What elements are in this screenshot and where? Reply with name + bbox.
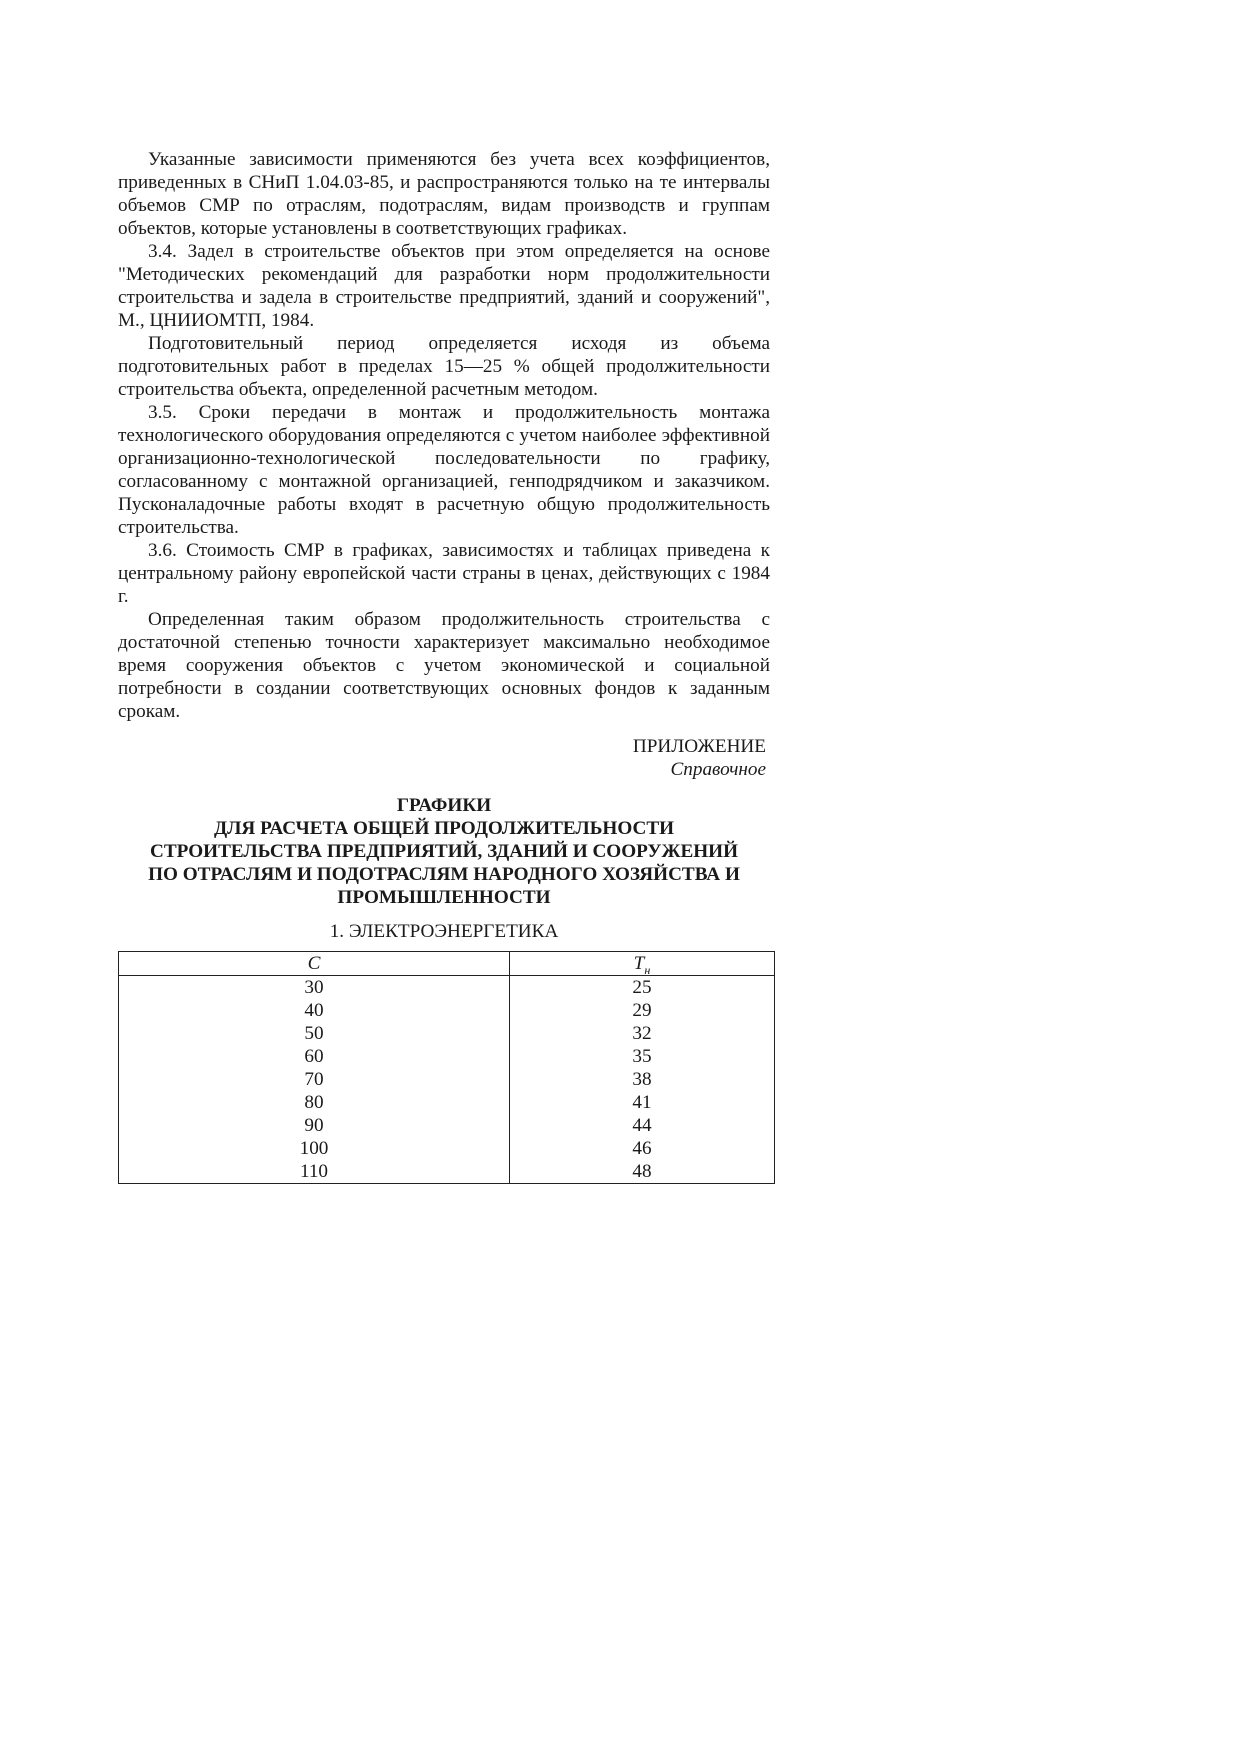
- title-line: ПО ОТРАСЛЯМ И ПОДОТРАСЛЯМ НАРОДНОГО ХОЗЯЙСТВА И: [148, 864, 740, 885]
- title-line: ПРОМЫШЛЕННОСТИ: [337, 887, 551, 908]
- column-header-tn-sub: н: [644, 962, 651, 977]
- table-row: [119, 976, 775, 1000]
- cell-c: 100: [119, 1137, 510, 1160]
- paragraph: 3.4. Задел в строительстве объектов при этом определяется на основе "Методических рекомендаций для разработки норм продолжительности строительства и задела в строительстве предприятий, зданий и сооружений", М., ЦНИИОМТП, 1984.: [118, 241, 770, 331]
- table-row: [119, 1160, 775, 1184]
- column-header-tn-main: Т: [633, 953, 645, 974]
- cell-tn: 35: [509, 1045, 774, 1068]
- appendix-label: ПРИЛОЖЕНИЕ: [632, 736, 766, 757]
- cell-tn: 29: [509, 999, 774, 1022]
- section-title: 1. ЭЛЕКТРОЭНЕРГЕТИКА: [329, 921, 559, 942]
- cell-tn: 46: [509, 1137, 774, 1160]
- cell-c: 80: [119, 1091, 510, 1114]
- table-row: [119, 1114, 775, 1137]
- paragraph: Определенная таким образом продолжительность строительства с достаточной степенью точности характеризует максимально необходимое время сооружения объектов с учетом экономической и социальной потребности в создании соответствующих основных фондов к заданным срокам.: [118, 609, 770, 722]
- cell-tn: 32: [509, 1022, 774, 1045]
- table-row: [119, 1137, 775, 1160]
- cell-c: 110: [119, 1160, 510, 1184]
- document-page: [118, 148, 770, 1184]
- title-line: СТРОИТЕЛЬСТВА ПРЕДПРИЯТИЙ, ЗДАНИЙ И СООРУЖЕНИЙ: [149, 841, 739, 862]
- paragraph: Подготовительный период определяется исходя из объема подготовительных работ в пределах 15—25 % общей продолжительности строительства объекта, определенной расчетным методом.: [118, 333, 770, 400]
- document-title: [118, 794, 770, 909]
- column-header-c: С: [119, 952, 510, 976]
- cell-c: 90: [119, 1114, 510, 1137]
- data-table: [118, 951, 775, 1184]
- cell-c: 70: [119, 1068, 510, 1091]
- cell-c: 30: [119, 976, 510, 1000]
- cell-c: 40: [119, 999, 510, 1022]
- paragraph: Указанные зависимости применяются без учета всех коэффициентов, приведенных в СНиП 1.04.03-85, и распространяются только на те интервалы объемов СМР по отраслям, подотраслям, видам производств и группам объектов, которые установлены в соответствующих графиках.: [118, 149, 770, 239]
- cell-tn: 25: [509, 976, 774, 1000]
- table-row: [119, 1068, 775, 1091]
- appendix-header: [118, 735, 770, 781]
- cell-c: 60: [119, 1045, 510, 1068]
- table-header-row: [119, 952, 775, 976]
- cell-tn: 41: [509, 1091, 774, 1114]
- title-line: ДЛЯ РАСЧЕТА ОБЩЕЙ ПРОДОЛЖИТЕЛЬНОСТИ: [213, 818, 675, 839]
- table-row: [119, 1022, 775, 1045]
- paragraph: 3.6. Стоимость СМР в графиках, зависимостях и таблицах приведена к центральному району европейской части страны в ценах, действующих с 1984 г.: [118, 540, 770, 607]
- cell-tn: 48: [509, 1160, 774, 1184]
- table-row: [119, 1091, 775, 1114]
- appendix-kind: Справочное: [670, 759, 766, 780]
- cell-tn: 38: [509, 1068, 774, 1091]
- table-row: [119, 1045, 775, 1068]
- title-line: ГРАФИКИ: [396, 795, 492, 816]
- paragraph: 3.5. Сроки передачи в монтаж и продолжительность монтажа технологического оборудования определяются с учетом наиболее эффективной организационно-технологической последовательности по графику, согласованному с монтажной организацией, генподрядчиком и заказчиком. Пусконаладочные работы входят в расчетную общую продолжительность строительства.: [118, 402, 770, 538]
- column-header-tn: [509, 952, 774, 976]
- table-row: [119, 999, 775, 1022]
- cell-tn: 44: [509, 1114, 774, 1137]
- cell-c: 50: [119, 1022, 510, 1045]
